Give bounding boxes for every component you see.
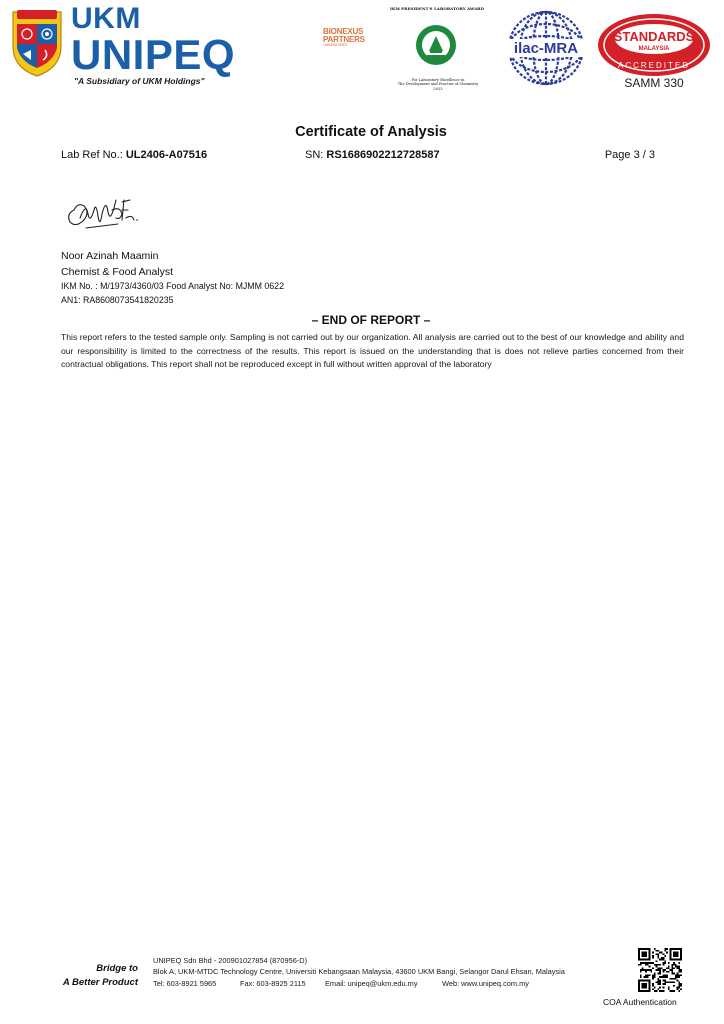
signer-name: Noor Azinah Maamin xyxy=(61,250,159,262)
qr-module xyxy=(664,960,666,962)
qr-module xyxy=(643,962,645,964)
qr-module xyxy=(677,966,679,968)
ilac-globe-icon xyxy=(505,8,587,88)
qr-module xyxy=(664,980,666,982)
letterhead xyxy=(0,0,724,100)
logo-tagline: "A Subsidiary of UKM Holdings" xyxy=(74,76,205,86)
qr-module xyxy=(668,988,670,990)
qr-module xyxy=(657,955,659,957)
qr-module xyxy=(652,957,654,959)
qr-module xyxy=(654,987,656,989)
qr-module xyxy=(654,964,656,966)
qr-module xyxy=(645,976,647,978)
qr-module xyxy=(663,983,665,985)
qr-module xyxy=(677,976,679,978)
qr-module xyxy=(642,969,644,971)
qr-module xyxy=(657,978,659,980)
standards-text: STANDARDS xyxy=(613,29,695,44)
qr-module xyxy=(638,964,640,966)
qr-module xyxy=(671,967,673,969)
qr-module xyxy=(640,974,642,976)
qr-label: COA Authentication xyxy=(603,997,677,1007)
qr-module xyxy=(666,981,668,983)
qr-module xyxy=(668,981,670,983)
qr-module xyxy=(645,971,647,973)
qr-module xyxy=(677,974,679,976)
qr-module xyxy=(654,974,656,976)
lab-ref-label: Lab Ref No.: xyxy=(61,149,126,161)
award-caption-line3: 2023 xyxy=(433,86,443,91)
bionexus-logo xyxy=(323,28,365,48)
qr-module xyxy=(659,976,661,978)
award-caption xyxy=(392,78,484,91)
qr-module xyxy=(649,962,651,964)
footer-company-info xyxy=(153,955,565,989)
samm-number: SAMM 330 xyxy=(624,76,684,90)
qr-module xyxy=(664,955,666,957)
qr-module xyxy=(675,974,677,976)
qr-module xyxy=(664,976,666,978)
qr-module xyxy=(645,974,647,976)
qr-module xyxy=(657,953,659,955)
qr-module xyxy=(654,976,656,978)
qr-module xyxy=(670,981,672,983)
qr-module xyxy=(677,967,679,969)
qr-module xyxy=(671,964,673,966)
qr-module xyxy=(678,985,680,987)
qr-module xyxy=(678,981,680,983)
qr-module xyxy=(652,955,654,957)
qr-finder xyxy=(642,983,647,988)
qr-module xyxy=(657,964,659,966)
sn-label: SN: xyxy=(305,149,327,161)
qr-module xyxy=(652,983,654,985)
qr-module xyxy=(647,964,649,966)
qr-module xyxy=(671,990,673,992)
qr-module xyxy=(670,969,672,971)
qr-module xyxy=(673,967,675,969)
qr-module xyxy=(670,978,672,980)
footer-web[interactable]: Web: www.unipeq.com.my xyxy=(442,978,529,988)
qr-module xyxy=(661,976,663,978)
qr-module xyxy=(657,973,659,975)
qr-module xyxy=(673,973,675,975)
qr-module xyxy=(640,976,642,978)
qr-module xyxy=(645,969,647,971)
lab-ref-value: UL2406-A07516 xyxy=(125,149,208,161)
qr-module xyxy=(656,950,658,952)
qr-module xyxy=(663,976,665,978)
qr-module xyxy=(650,971,652,973)
qr-module xyxy=(659,969,661,971)
qr-module xyxy=(652,988,654,990)
reference-row xyxy=(61,149,655,165)
qr-module xyxy=(649,966,651,968)
standards-malaysia-badge xyxy=(596,12,712,90)
qr-module xyxy=(666,948,668,950)
qr-module xyxy=(678,983,680,985)
qr-module xyxy=(640,971,642,973)
standards-country: MALAYSIA xyxy=(638,46,670,52)
qr-module xyxy=(649,969,651,971)
qr-module xyxy=(652,985,654,987)
qr-module xyxy=(678,971,680,973)
qr-module xyxy=(664,950,666,952)
signer-role: Chemist & Food Analyst xyxy=(61,266,174,278)
qr-module xyxy=(661,952,663,954)
qr-module xyxy=(652,967,654,969)
qr-module xyxy=(675,966,677,968)
qr-module xyxy=(657,950,659,952)
qr-module xyxy=(673,981,675,983)
an-number: AN1: RA8608073541820235 xyxy=(61,294,174,305)
qr-module xyxy=(663,959,665,961)
qr-module xyxy=(659,990,661,992)
qr-module xyxy=(671,966,673,968)
qr-module xyxy=(659,971,661,973)
qr-module xyxy=(652,974,654,976)
qr-module xyxy=(677,973,679,975)
qr-module xyxy=(659,983,661,985)
qr-module xyxy=(680,971,682,973)
ukm-crest-icon xyxy=(9,6,65,78)
ikm-number: IKM No. : M/1973/4360/03 Food Analyst No: MJMM 0622 xyxy=(61,281,284,291)
bionexus-line1: BIONEXUS xyxy=(323,27,364,36)
company-contact xyxy=(153,978,565,989)
end-of-report: – END OF REPORT – xyxy=(311,313,431,327)
qr-module xyxy=(678,987,680,989)
qr-module xyxy=(640,964,642,966)
qr-module xyxy=(645,962,647,964)
qr-module xyxy=(673,985,675,987)
qr-module xyxy=(668,967,670,969)
qr-module xyxy=(680,974,682,976)
disclaimer-text: This report refers to the tested sample only. Sampling is not carried out by our organization. All analysis are carried out to the best of our knowledge and ability and our responsibility is limited to the correctness of the results. This report is issued on the understanding that is does not relieve parties concerned from their contractual obligations. This report shall not be reproduced except in full without written approval of the laboratory xyxy=(61,332,684,370)
qr-module xyxy=(656,990,658,992)
qr-module xyxy=(647,962,649,964)
footer-slogan xyxy=(58,962,138,989)
qr-module xyxy=(656,960,658,962)
qr-module xyxy=(640,962,642,964)
qr-module xyxy=(650,969,652,971)
qr-module xyxy=(657,983,659,985)
accredited-text: ACCREDITED xyxy=(617,61,691,70)
qr-module xyxy=(642,967,644,969)
qr-module xyxy=(659,964,661,966)
qr-module xyxy=(657,957,659,959)
qr-module xyxy=(670,990,672,992)
qr-module xyxy=(652,978,654,980)
qr-module xyxy=(654,948,656,950)
qr-module xyxy=(643,969,645,971)
qr-module xyxy=(680,983,682,985)
qr-module xyxy=(671,978,673,980)
qr-module xyxy=(657,967,659,969)
award-caption-line1: For Laboratory Excellence in xyxy=(411,78,465,82)
qr-module xyxy=(656,981,658,983)
qr-module xyxy=(673,962,675,964)
qr-module xyxy=(664,969,666,971)
qr-module xyxy=(650,962,652,964)
qr-module xyxy=(647,976,649,978)
qr-module xyxy=(675,964,677,966)
qr-module xyxy=(659,980,661,982)
qr-module xyxy=(654,990,656,992)
qr-module xyxy=(663,987,665,989)
page-number: Page 3 / 3 xyxy=(604,149,655,161)
qr-module xyxy=(663,971,665,973)
qr-module xyxy=(666,976,668,978)
qr-module xyxy=(666,952,668,954)
qr-module xyxy=(663,974,665,976)
qr-module xyxy=(673,964,675,966)
award-block xyxy=(318,6,484,90)
qr-module xyxy=(673,990,675,992)
qr-module xyxy=(668,966,670,968)
qr-module xyxy=(652,962,654,964)
qr-module xyxy=(643,976,645,978)
qr-module xyxy=(677,988,679,990)
qr-module xyxy=(678,969,680,971)
qr-module xyxy=(675,978,677,980)
qr-module xyxy=(668,962,670,964)
qr-module xyxy=(640,969,642,971)
qr-module xyxy=(661,990,663,992)
qr-module xyxy=(657,981,659,983)
document-title: Certificate of Analysis xyxy=(295,124,447,140)
qr-finder xyxy=(673,952,678,957)
qr-module xyxy=(677,980,679,982)
bionexus-line3: LABORATORIES xyxy=(323,43,348,47)
qr-module xyxy=(656,953,658,955)
qr-module xyxy=(678,962,680,964)
qr-module xyxy=(659,973,661,975)
qr-module xyxy=(666,971,668,973)
qr-module xyxy=(678,990,680,992)
serial-number xyxy=(305,149,440,161)
qr-module xyxy=(659,981,661,983)
qr-module xyxy=(664,962,666,964)
ilac-text: ilac-MRA xyxy=(513,40,579,57)
qr-module xyxy=(656,964,658,966)
qr-module xyxy=(659,959,661,961)
handwritten-signature xyxy=(62,188,142,236)
qr-module xyxy=(671,973,673,975)
signer-block xyxy=(61,248,173,280)
qr-module xyxy=(656,969,658,971)
qr-module xyxy=(678,974,680,976)
bionexus-line2: PARTNERS xyxy=(323,35,365,44)
footer-tel: Tel: 603-8921 5965 xyxy=(153,978,217,988)
award-title: IKM PRESIDENT'S LABORATORY AWARD xyxy=(390,6,484,11)
qr-module xyxy=(664,948,666,950)
qr-module xyxy=(647,969,649,971)
slogan-line1: Bridge to xyxy=(96,963,138,974)
qr-code-icon[interactable] xyxy=(638,948,682,992)
qr-module xyxy=(678,967,680,969)
qr-module xyxy=(657,988,659,990)
qr-module xyxy=(664,981,666,983)
qr-module xyxy=(663,980,665,982)
qr-module xyxy=(678,976,680,978)
sn-value: RS1686902212728587 xyxy=(326,149,440,161)
logo-ukm-text: UKM xyxy=(71,2,141,35)
qr-module xyxy=(659,987,661,989)
qr-module xyxy=(663,953,665,955)
qr-finder xyxy=(642,952,647,957)
qr-module xyxy=(647,974,649,976)
qr-module xyxy=(657,980,659,982)
qr-module xyxy=(642,962,644,964)
logo-unipeq-text: UNIPEQ xyxy=(71,31,236,78)
qr-module xyxy=(671,969,673,971)
qr-module xyxy=(677,987,679,989)
footer-fax: Fax: 603-8925 2115 xyxy=(240,978,306,988)
qr-module xyxy=(675,976,677,978)
signer-credentials xyxy=(61,280,284,307)
qr-module xyxy=(668,971,670,973)
company-registration: UNIPEQ Sdn Bhd - 200901027854 (870956-D) xyxy=(153,956,308,965)
qr-module xyxy=(664,974,666,976)
qr-module xyxy=(659,967,661,969)
qr-module xyxy=(673,978,675,980)
qr-module xyxy=(661,957,663,959)
qr-module xyxy=(663,990,665,992)
company-address: Blok A, UKM-MTDC Technology Centre, Universiti Kebangsaan Malaysia, 43600 UKM Bangi, Selangor Darul Ehsan, Malaysia xyxy=(153,967,565,977)
lab-ref xyxy=(61,149,207,161)
ukm-unipeq-logo xyxy=(71,4,235,76)
qr-module xyxy=(661,967,663,969)
qr-module xyxy=(649,974,651,976)
qr-module xyxy=(666,967,668,969)
qr-module xyxy=(663,962,665,964)
qr-module xyxy=(654,973,656,975)
qr-module xyxy=(680,985,682,987)
footer-email[interactable]: Email: unipeq@ukm.edu.my xyxy=(325,978,418,988)
award-seal-icon xyxy=(415,24,457,66)
qr-module xyxy=(668,987,670,989)
qr-module xyxy=(680,988,682,990)
qr-module xyxy=(671,981,673,983)
qr-module xyxy=(678,966,680,968)
qr-module xyxy=(652,976,654,978)
qr-module xyxy=(680,969,682,971)
qr-module xyxy=(656,966,658,968)
qr-module xyxy=(663,969,665,971)
qr-module xyxy=(657,969,659,971)
qr-module xyxy=(645,964,647,966)
award-caption-line2: The Development and Practise of Chemistry xyxy=(397,82,479,87)
qr-module xyxy=(664,983,666,985)
qr-module xyxy=(661,959,663,961)
qr-module xyxy=(666,974,668,976)
qr-module xyxy=(663,957,665,959)
qr-module xyxy=(671,971,673,973)
qr-module xyxy=(663,964,665,966)
qr-module xyxy=(659,952,661,954)
qr-module xyxy=(652,952,654,954)
slogan-line2: A Better Product xyxy=(62,976,138,988)
